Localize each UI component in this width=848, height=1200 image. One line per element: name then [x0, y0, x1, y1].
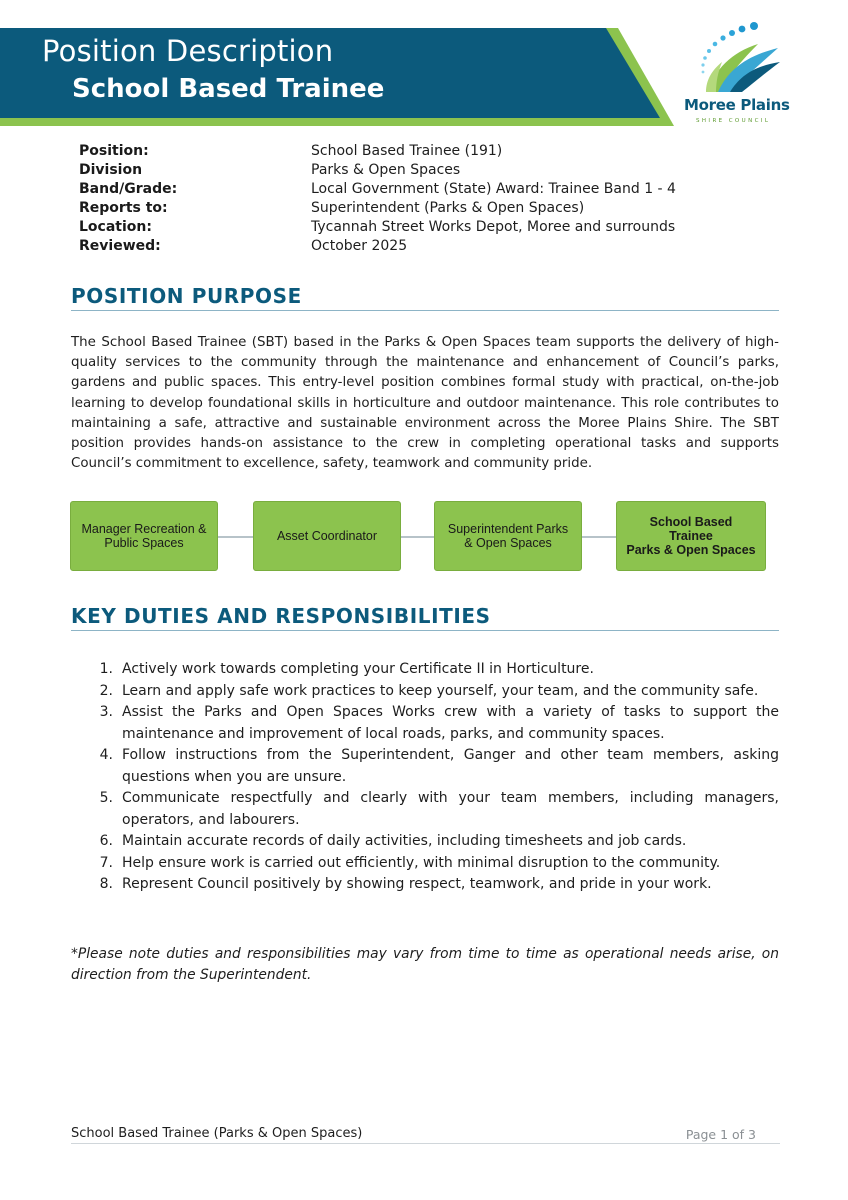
list-item-number: 6.	[99, 833, 113, 849]
detail-label: Band/Grade:	[79, 180, 178, 197]
detail-value: Local Government (State) Award: Trainee Band 1 - 4	[311, 180, 676, 197]
org-box-line: Manager Recreation &	[81, 522, 207, 536]
org-box-line: & Open Spaces	[464, 536, 552, 550]
detail-label: Location:	[79, 218, 152, 235]
list-item-text: Follow instructions from the Superintendent, Ganger and other team members, asking questions when you are unsure.	[122, 747, 779, 785]
list-item-number: 7.	[99, 854, 113, 871]
list-item	[71, 659, 779, 681]
list-item-number: 3.	[99, 704, 113, 720]
detail-value: Tycannah Street Works Depot, Moree and surrounds	[311, 218, 676, 235]
moree-plains-leaf-logo-icon	[688, 18, 784, 96]
detail-value: School Based Trainee (191)	[311, 142, 503, 159]
list-item-number: 8.	[99, 876, 113, 892]
org-box-line: Public Spaces	[104, 536, 184, 550]
position-purpose-heading: POSITION PURPOSE	[71, 284, 779, 311]
list-item-number: 4.	[99, 747, 113, 763]
council-logo	[680, 18, 792, 130]
list-item-text: Assist the Parks and Open Spaces Works crew with a variety of tasks to support the maintenance and improvement of local roads, parks, and community spaces.	[122, 704, 779, 742]
org-box-asset-coordinator	[253, 501, 401, 571]
detail-label: Position:	[79, 142, 149, 159]
org-box-line: School Based	[649, 515, 733, 529]
document-type-title: Position Description	[42, 34, 334, 68]
list-item-text: Learn and apply safe work practices to keep yourself, your team, and the community safe.	[122, 682, 759, 699]
duties-note	[71, 944, 779, 986]
org-box-superintendent	[434, 501, 582, 571]
org-box-school-based-trainee	[616, 501, 766, 571]
org-connector	[400, 536, 436, 538]
detail-value: October 2025	[311, 237, 408, 254]
position-purpose-text: The School Based Trainee (SBT) based in the Parks & Open Spaces team supports the delivery of high-quality services to the community through the maintenance and enhancement of Council’s parks, gardens and public spaces. This entry-level position combines formal study with practical, on-the-job learning to develop foundational skills in horticulture and outdoor maintenance. This role contributes to maintaining a safe, attractive and sustainable environment across the Moree Plains Shire. The SBT position provides hands-on assistance to the crew in completing operational tasks and supports Council’s commitment to excellence, safety, teamwork and community pride.	[71, 335, 779, 472]
list-item	[71, 681, 779, 703]
org-box-line: Parks & Open Spaces	[626, 543, 756, 557]
detail-row-position	[79, 141, 676, 160]
page-footer	[71, 1126, 780, 1144]
detail-row-reviewed	[79, 236, 676, 255]
logo-subtitle: SHIRE COUNCIL	[696, 118, 771, 124]
list-item-text: Maintain accurate records of daily activities, including timesheets and job cards.	[122, 833, 687, 849]
detail-label: Reports to:	[79, 199, 168, 216]
list-item-text: Communicate respectfully and clearly with your team members, including managers, operators, and labourers.	[122, 790, 779, 828]
list-item	[71, 745, 779, 788]
list-item	[71, 831, 779, 853]
list-item-number: 1.	[99, 661, 113, 677]
duties-list	[71, 659, 779, 896]
list-item-text: Help ensure work is carried out efficiently, with minimal disruption to the community.	[122, 854, 721, 871]
detail-row-band-grade	[79, 179, 676, 198]
list-item	[71, 874, 779, 896]
page-number: Page 1 of 3	[685, 1127, 756, 1142]
org-connector	[218, 536, 254, 538]
logo-name: Moree Plains	[684, 96, 790, 114]
detail-label: Reviewed:	[79, 237, 161, 254]
detail-row-reports-to	[79, 198, 676, 217]
note-asterisk: *	[71, 946, 78, 962]
org-box-line: Asset Coordinator	[276, 529, 378, 543]
list-item-number: 2.	[99, 682, 113, 699]
list-item-number: 5.	[99, 790, 113, 806]
org-chart	[70, 501, 766, 571]
list-item	[71, 702, 779, 745]
note-text: Please note duties and responsibilities may vary from time to time as operational needs arise, on direction from the Superintendent.	[71, 946, 779, 983]
key-duties-heading: KEY DUTIES AND RESPONSIBILITIES	[71, 604, 779, 631]
list-item-text: Actively work towards completing your Certificate II in Horticulture.	[122, 661, 594, 677]
org-box-line: Trainee	[669, 529, 713, 543]
org-box-line: Superintendent Parks	[447, 522, 569, 536]
list-item-text: Represent Council positively by showing respect, teamwork, and pride in your work.	[122, 876, 712, 892]
detail-row-division	[79, 160, 676, 179]
detail-row-location	[79, 217, 676, 236]
detail-label: Division	[79, 161, 143, 178]
footer-document-title: School Based Trainee (Parks & Open Spaces)	[71, 1126, 363, 1141]
position-details	[79, 141, 676, 255]
org-connector	[582, 536, 618, 538]
detail-value: Parks & Open Spaces	[311, 161, 461, 178]
list-item	[71, 853, 779, 875]
detail-value: Superintendent (Parks & Open Spaces)	[311, 199, 585, 216]
org-box-manager-recreation	[70, 501, 218, 571]
list-item	[71, 788, 779, 831]
position-title: School Based Trainee	[72, 74, 385, 104]
